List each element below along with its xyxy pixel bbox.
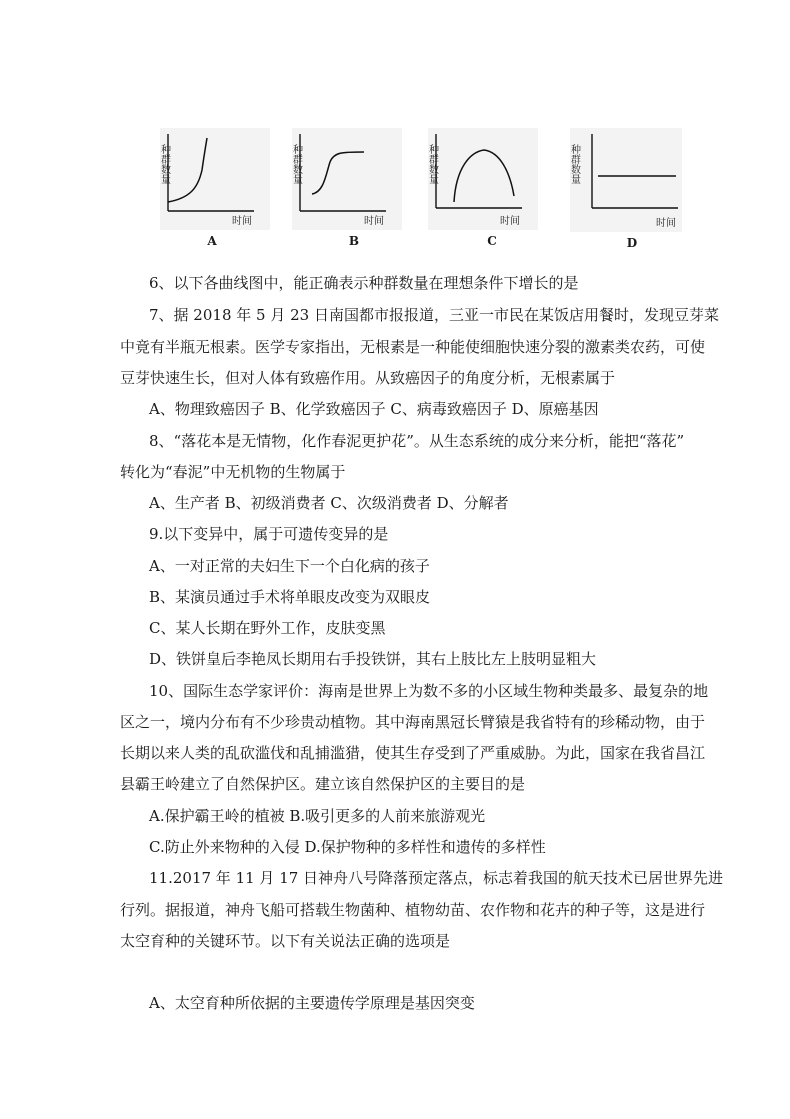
question-7-line-2: 中竟有半瓶无根素。医学专家指出，无根素是一种能使细胞快速分裂的激素类农药，可使 <box>120 338 706 356</box>
graph-c-letter: C <box>487 234 497 248</box>
graph-c-ylabel: 种群数量 <box>426 144 438 184</box>
question-7-line-1: 7、据 2018 年 5 月 23 日南国都市报报道，三亚一市民在某饭店用餐时，发现豆芽菜 <box>149 306 719 324</box>
graph-d-svg <box>570 128 682 232</box>
question-11-option-a: A、太空育种所依据的主要遗传学原理是基因突变 <box>149 994 475 1012</box>
graph-b-xlabel: 时间 <box>364 216 384 227</box>
graph-a-ylabel-1: 种群数量 <box>158 144 170 184</box>
question-11-line-1: 11.2017 年 11 月 17 日神舟八号降落预定落点，标志着我国的航天技术已居世界先进 <box>149 869 724 887</box>
question-11-line-2: 行列。据报道，神舟飞船可搭载生物菌种、植物幼苗、农作物和花卉的种子等，这是进行 <box>120 901 706 919</box>
graph-c-curve <box>454 150 514 202</box>
question-6-stem: 6、以下各曲线图中，能正确表示种群数量在理想条件下增长的是 <box>149 274 579 292</box>
question-10-line-1: 10、国际生态学家评价：海南是世界上为数不多的小区域生物种类最多、最复杂的地 <box>149 682 709 700</box>
question-8-line-1: 8、“落花本是无情物，化作春泥更护花”。从生态系统的成分来分析，能把“落花” <box>149 432 685 450</box>
graph-panel-b <box>290 128 402 248</box>
question-9-option-b: B、某演员通过手术将单眼皮改变为双眼皮 <box>149 588 431 606</box>
graph-a-svg <box>160 128 270 230</box>
graph-a-xlabel: 时间 <box>232 216 252 227</box>
question-7-line-3: 豆芽快速生长，但对人体有致癌作用。从致癌因子的角度分析，无根素属于 <box>120 369 616 387</box>
graph-panel-a <box>158 128 270 248</box>
graph-d-ylabel: 种群数量 <box>568 144 580 184</box>
question-10-line-2: 区之一，境内分布有不少珍贵动植物。其中海南黑冠长臂猿是我省特有的珍稀动物，由于 <box>120 713 706 731</box>
question-7-options: A、物理致癌因子 B、化学致癌因子 C、病毒致癌因子 D、原癌基因 <box>149 400 599 418</box>
graph-a-curve <box>168 138 207 202</box>
question-10-options-ab: A.保护霸王岭的植被 B.吸引更多的人前来旅游观光 <box>149 807 486 825</box>
graph-d-xlabel: 时间 <box>656 218 676 229</box>
graph-c-xlabel: 时间 <box>500 216 520 227</box>
question-8-line-2: 转化为“春泥”中无机物的生物属于 <box>120 463 346 481</box>
graph-a-letter: A <box>207 234 217 248</box>
graph-b-letter: B <box>348 234 360 248</box>
question-9-option-c: C、某人长期在野外工作，皮肤变黑 <box>149 619 386 637</box>
graph-c-svg <box>428 128 538 230</box>
graph-d-letter: D <box>626 236 638 250</box>
question-10-line-3: 长期以来人类的乱砍滥伐和乱捕滥猎，使其生存受到了严重威胁。为此，国家在我省昌江 <box>120 744 706 762</box>
question-9-option-a: A、一对正常的夫妇生下一个白化病的孩子 <box>149 557 430 575</box>
graph-panel-d <box>568 128 682 250</box>
question-11-line-3: 太空育种的关键环节。以下有关说法正确的选项是 <box>120 932 451 950</box>
question-9-stem: 9.以下变异中，属于可遗传变异的是 <box>149 525 389 543</box>
graph-b-svg <box>292 128 402 230</box>
question-9-option-d: D、铁饼皇后李艳凤长期用右手投铁饼，其右上肢比左上肢明显粗大 <box>149 650 597 668</box>
question-8-options: A、生产者 B、初级消费者 C、次级消费者 D、分解者 <box>149 494 509 512</box>
question-10-options-cd: C.防止外来物种的入侵 D.保护物种的多样性和遗传的多样性 <box>149 838 546 856</box>
graph-b-ylabel: 种群数量 <box>290 144 302 184</box>
graph-panel-c <box>426 128 538 248</box>
question-10-line-4: 县霸王岭建立了自然保护区。建立该自然保护区的主要目的是 <box>120 775 526 793</box>
graph-b-curve <box>312 152 364 194</box>
